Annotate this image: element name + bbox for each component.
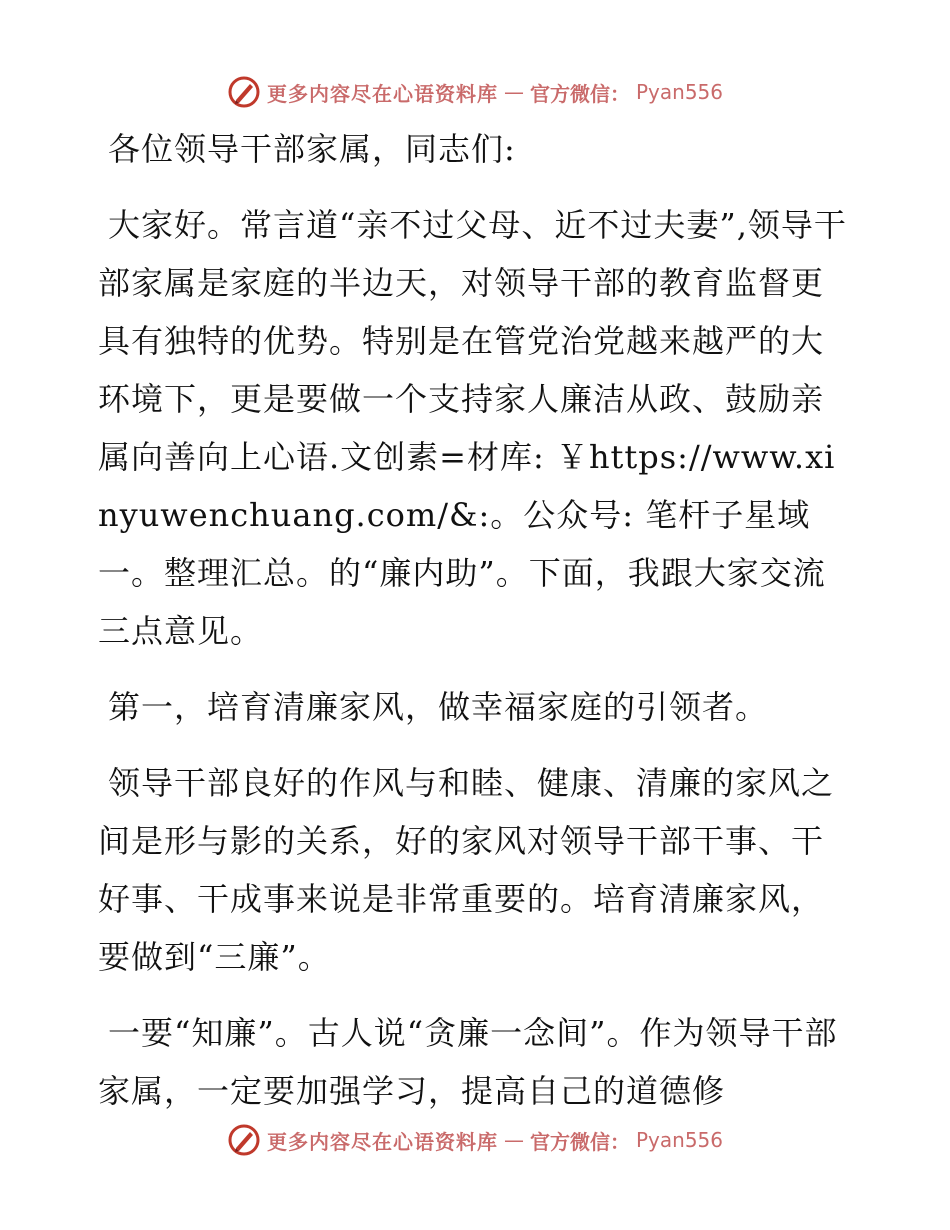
salutation-paragraph: 各位领导干部家属，同志们: xyxy=(108,130,516,168)
pen-logo-icon xyxy=(227,1123,261,1157)
watermark-brand: 更多内容尽在心语资料库 xyxy=(266,81,498,106)
footer-watermark xyxy=(0,1120,950,1160)
document-body xyxy=(98,120,850,1138)
pen-logo-icon xyxy=(227,75,261,109)
watermark-wechat-label: 官方微信： xyxy=(529,81,630,106)
header-watermark xyxy=(0,72,950,112)
watermark-wechat-id: Pyan556 xyxy=(635,1128,723,1152)
watermark-wechat-id: Pyan556 xyxy=(635,80,723,104)
body-paragraph: 一要“知廉”。古人说“贪廉一念间”。作为领导干部家属，一定要加强学习，提高自己的道德修 xyxy=(98,1014,838,1110)
body-paragraph: 大家好。常言道“亲不过父母、近不过夫妻”,领导干部家属是家庭的半边天，对领导干部的教育监督更具有独特的优势。特别是在管党治党越来越严的大环境下，更是要做一个支持家人廉洁从政、鼓励亲属向善向上心语.文创素=材库: ￥https://www.xinyuwenchuang.com/&:。公众号: 笔杆子星域一。整理汇总。的“廉内助”。下面，我跟大家交流三点意见。 xyxy=(98,206,847,650)
watermark-separator: — xyxy=(503,1128,524,1152)
watermark-brand: 更多内容尽在心语资料库 xyxy=(266,1129,498,1154)
body-paragraph: 领导干部良好的作风与和睦、健康、清廉的家风之间是形与影的关系，好的家风对领导干部干事、干好事、干成事来说是非常重要的。培育清廉家风，要做到“三廉”。 xyxy=(98,764,835,976)
watermark-separator: — xyxy=(503,80,524,104)
watermark-wechat-label: 官方微信： xyxy=(529,1129,630,1154)
section-heading-paragraph: 第一，培育清廉家风，做幸福家庭的引领者。 xyxy=(108,688,769,726)
